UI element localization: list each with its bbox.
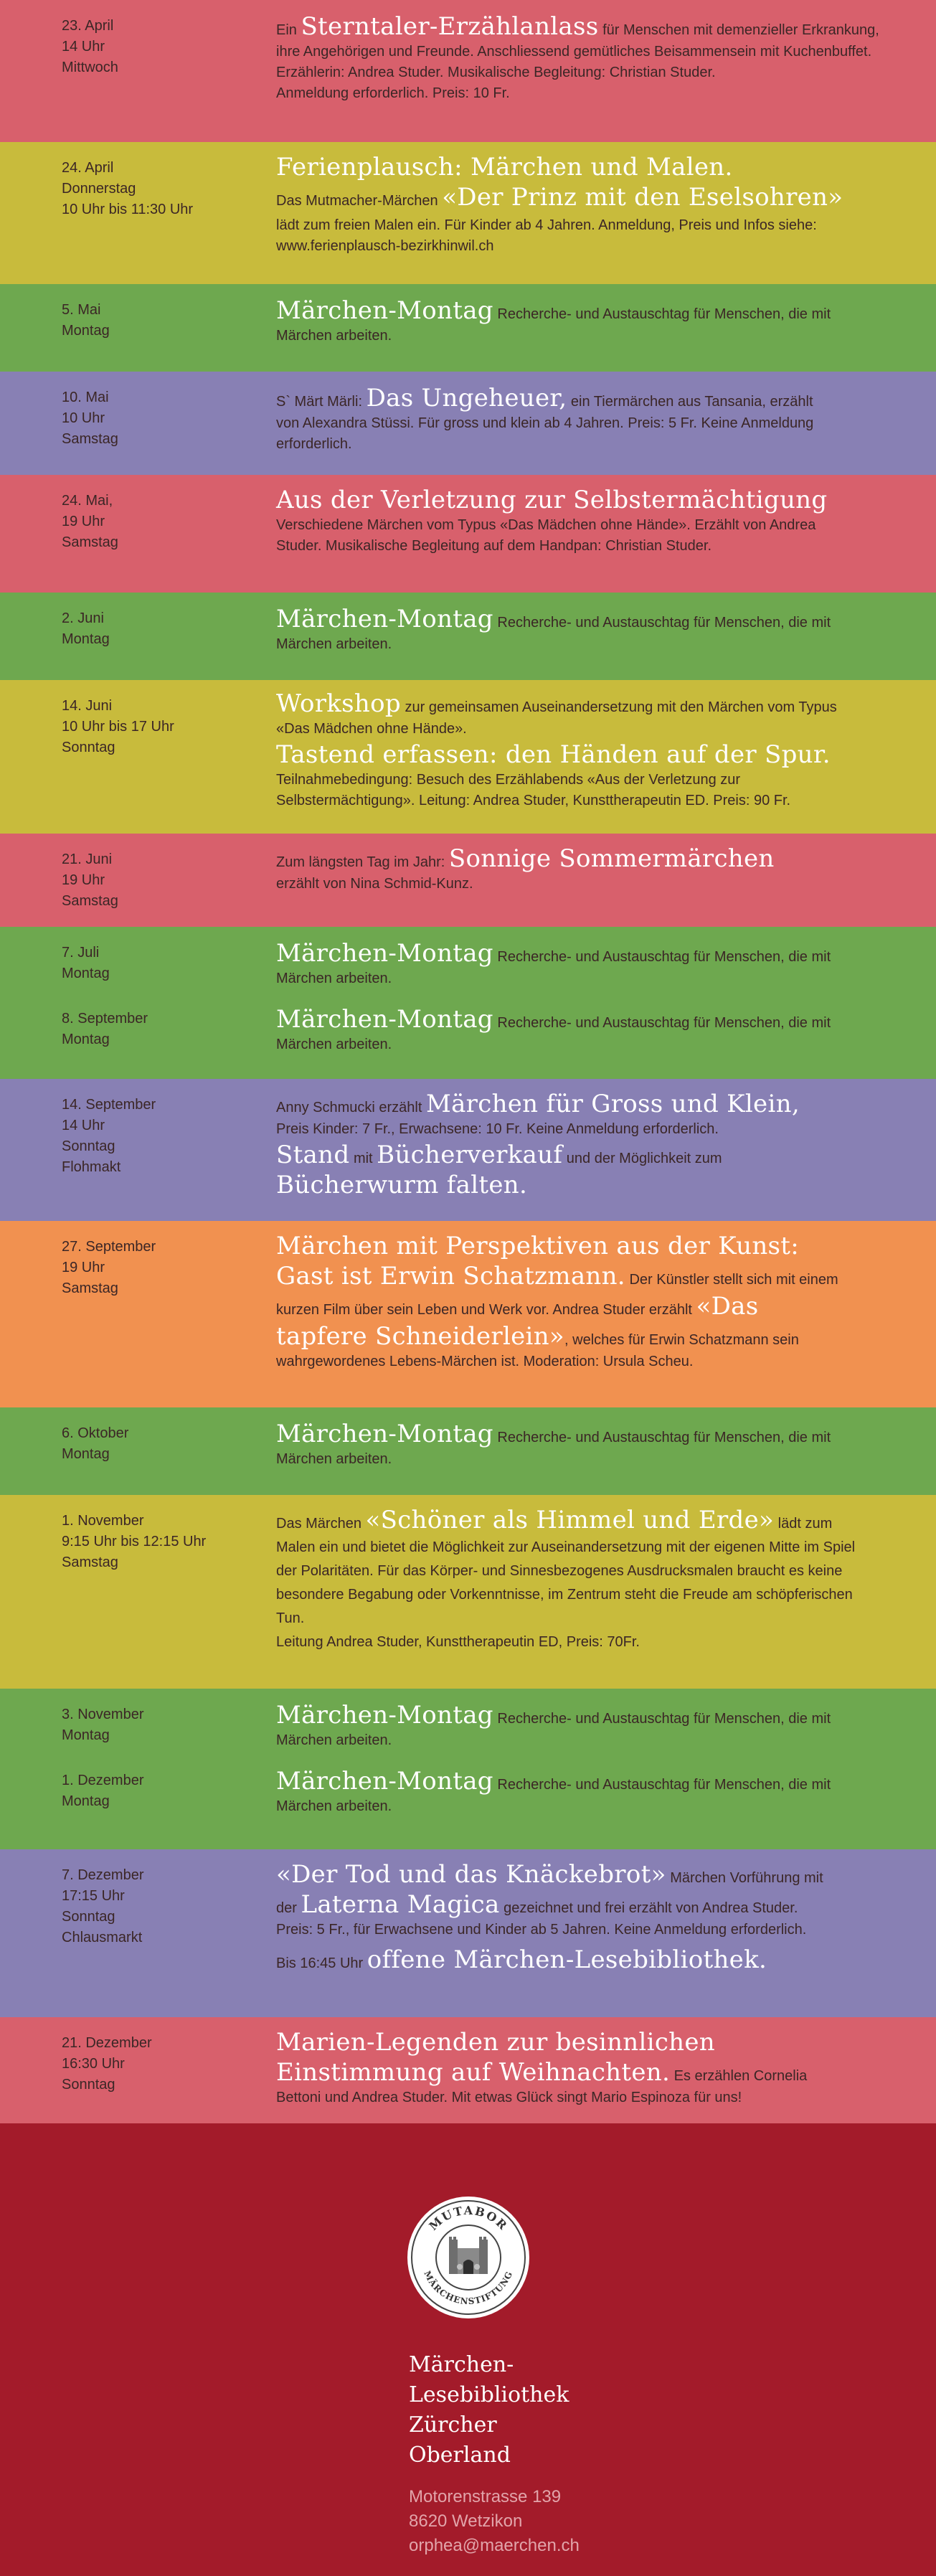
date-line: Sonntag <box>62 740 115 755</box>
event-date <box>62 943 110 984</box>
date-line: Sonntag <box>62 2077 115 2093</box>
event-band <box>0 680 936 834</box>
event-title: Bücherwurm falten. <box>276 1171 528 1199</box>
date-line: 8. September <box>62 1011 148 1027</box>
date-line: 24. April <box>62 160 114 176</box>
event-text: Recherche- und Austauschtag für Menschen, die mit Märchen arbeiten. <box>276 1711 831 1748</box>
event-text: Es erzählen Cornelia Bettoni und Andrea Studer. Mit etwas Glück singt Mario Espinoza für uns! <box>276 2068 808 2105</box>
email-link[interactable]: orphea@maerchen.ch <box>409 2536 580 2555</box>
event-content <box>276 1004 836 1055</box>
date-line: 19 Uhr <box>62 1260 105 1275</box>
event-content <box>276 1231 843 1372</box>
event-title: Ferienplausch: Märchen und Malen. <box>276 153 733 181</box>
event-text: und der Möglichkeit zum <box>562 1151 722 1166</box>
event-band <box>0 834 936 927</box>
event-band <box>0 0 936 142</box>
event-text: Recherche- und Austauschtag für Menschen, die mit Märchen arbeiten. <box>276 949 831 986</box>
event-content <box>276 2027 821 2108</box>
event-title: Tastend erfassen: den Händen auf der Spur. <box>276 740 831 769</box>
event-band <box>0 372 936 475</box>
event-title: «Das tapfere Schneiderlein» <box>276 1292 759 1351</box>
date-line: Samstag <box>62 534 118 550</box>
event-text: Teilnahmebedingung: Besuch des Erzählabends «Aus der Verletzung zur Selbstermächtigung». Leitung: Andrea Studer, Kunsttherapeutin ED. Preis: 90 Fr. <box>276 772 791 808</box>
event-text: lädt zum Malen ein und bietet die Möglichkeit zur Auseinandersetzung mit der eigenen Mitte im Spiel der Polaritäten. Für das Körper- und Sinnesbezogenes Ausdrucksmalen braucht es keine besondere Begabung oder Vorkenntnisse, im Zentrum steht die Freude am schöpferischen Tun. <box>276 1516 856 1626</box>
event-band <box>0 2017 936 2123</box>
event-text: Leitung Andrea Studer, Kunsttherapeutin ED, Preis: 70Fr. <box>276 1634 640 1650</box>
event-text: Anny Schmucki erzählt <box>276 1100 426 1115</box>
event-content <box>276 689 857 811</box>
date-line: 5. Mai <box>62 302 101 318</box>
event-date <box>62 849 118 912</box>
event-date <box>62 1423 128 1465</box>
event-text: Recherche- und Austauschtag für Menschen, die mit Märchen arbeiten. <box>276 1430 831 1467</box>
event-text: gezeichnet und frei erzählt von Andrea Studer. Preis: 5 Fr., für Erwachsene und Kinder ab 5 Jahren. Keine Anmeldung erforderlich. <box>276 1900 807 1938</box>
event-text: Zum längsten Tag im Jahr: <box>276 854 449 870</box>
event-band <box>0 1407 936 1495</box>
event-text: Erzählerin: Andrea Studer. Musikalische Begleitung: Christian Studer. <box>276 65 716 80</box>
event-content <box>276 1859 836 1975</box>
event-content <box>276 383 836 455</box>
date-line: 10. Mai <box>62 390 109 405</box>
event-text: zur gemeinsamen Auseinandersetzung mit den Märchen vom Typus «Das Mädchen ohne Hände». <box>276 699 837 737</box>
event-title: Stand <box>276 1141 350 1169</box>
event-content <box>276 296 836 346</box>
event-content <box>276 844 886 895</box>
event-title: Laterna Magica <box>301 1890 500 1919</box>
event-band <box>0 475 936 593</box>
event-date <box>62 2033 152 2095</box>
address-city: 8620 Wetzikon <box>409 2511 523 2531</box>
event-title: Sterntaler-Erzählanlass <box>301 12 599 41</box>
event-band <box>0 142 936 284</box>
event-content <box>276 1089 836 1200</box>
event-title: Aus der Verletzung zur Selbstermächtigung <box>276 486 828 514</box>
address <box>409 2485 580 2558</box>
date-line: 21. Dezember <box>62 2035 152 2051</box>
event-title: «Der Prinz mit den Eselsohren» <box>442 183 843 212</box>
event-content <box>276 938 836 989</box>
event-text: S` Märt Märli: <box>276 394 367 410</box>
date-line: 7. Dezember <box>62 1867 144 1883</box>
event-title: Gast ist Erwin Schatzmann. <box>276 1262 625 1291</box>
date-line: 10 Uhr <box>62 410 105 426</box>
library-name-line: Märchen- <box>409 2352 514 2377</box>
event-title: Märchen für Gross und Klein, <box>425 1090 800 1118</box>
event-content <box>276 604 836 655</box>
logo-text-bottom: MÄRCHENSTIFTUNG <box>422 2269 515 2307</box>
date-line: 9:15 Uhr bis 12:15 Uhr <box>62 1534 207 1549</box>
event-content <box>276 1700 836 1751</box>
event-content <box>276 1505 864 1654</box>
date-line: 7. Juli <box>62 945 100 961</box>
event-title: Märchen-Montag <box>276 296 493 325</box>
event-title: «Schöner als Himmel und Erde» <box>365 1506 775 1534</box>
date-line: Montag <box>62 1446 110 1462</box>
event-date <box>62 1511 206 1573</box>
date-line: Samstag <box>62 893 118 909</box>
date-line: 6. Oktober <box>62 1425 129 1441</box>
event-date <box>62 1237 156 1299</box>
date-line: 1. November <box>62 1513 144 1529</box>
date-line: Montag <box>62 1727 110 1743</box>
date-line: Montag <box>62 966 110 981</box>
date-line: 17:15 Uhr <box>62 1888 125 1904</box>
date-line: 2. Juni <box>62 610 104 626</box>
event-band <box>0 593 936 680</box>
date-line: 23. April <box>62 18 114 34</box>
event-band <box>0 927 936 1079</box>
event-text: Recherche- und Austauschtag für Menschen, die mit Märchen arbeiten. <box>276 1777 831 1814</box>
date-line: 1. Dezember <box>62 1773 144 1788</box>
event-text: für Menschen mit demenzieller Erkrankung, ihre Angehörigen und Freunde. Anschliessend gemütliches Beisammensein mit Kuchenbuffet. <box>276 22 879 60</box>
date-line: 24. Mai, <box>62 493 113 509</box>
event-title: Märchen-Montag <box>276 1005 493 1034</box>
event-text: Anmeldung erforderlich. Preis: 10 Fr. <box>276 85 510 101</box>
event-title: offene Märchen-Lesebibliothek. <box>367 1945 767 1974</box>
date-line: Montag <box>62 1032 110 1047</box>
event-date <box>62 696 174 758</box>
date-line: 14. Juni <box>62 698 113 714</box>
date-line: Flohmakt <box>62 1159 121 1175</box>
event-title: Märchen mit Perspektiven aus der Kunst: <box>276 1232 800 1260</box>
event-text: Bis 16:45 Uhr <box>276 1955 367 1971</box>
date-line: Samstag <box>62 1280 118 1296</box>
event-title: Märchen-Montag <box>276 939 493 968</box>
event-text: , welches für Erwin Schatzmann sein wahrgewordenes Lebens-Märchen ist. Moderation: Ursula Scheu. <box>276 1332 799 1369</box>
event-title: Das Ungeheuer, <box>366 384 567 412</box>
date-line: Montag <box>62 1793 110 1809</box>
event-text: Recherche- und Austauschtag für Menschen, die mit Märchen arbeiten. <box>276 306 831 344</box>
event-title: Marien-Legenden zur besinnlichen Einstimmung auf Weihnachten. <box>276 2028 715 2087</box>
event-text: Das Mutmacher-Märchen <box>276 193 443 209</box>
event-title: Sonnige Sommermärchen <box>448 844 775 873</box>
event-content <box>276 485 836 557</box>
date-line: Samstag <box>62 1554 118 1570</box>
event-date <box>62 387 118 450</box>
event-date <box>62 608 110 650</box>
date-line: 14 Uhr <box>62 1118 105 1133</box>
date-line: Montag <box>62 323 110 339</box>
event-band <box>0 1495 936 1689</box>
event-title: Märchen-Montag <box>276 1701 493 1730</box>
event-text: Ein <box>276 22 301 38</box>
library-name-line: Zürcher <box>409 2412 497 2438</box>
library-info <box>409 2350 580 2558</box>
event-date <box>62 1095 156 1178</box>
event-text: Märchen Vorführung mit der <box>276 1870 823 1916</box>
date-line: Sonntag <box>62 1138 115 1154</box>
event-band <box>0 284 936 372</box>
date-line: 14. September <box>62 1097 156 1113</box>
event-date <box>62 1770 144 1812</box>
date-line: Montag <box>62 631 110 647</box>
event-text: Der Künstler stellt sich mit einem kurzen Film über sein Leben und Werk vor. Andrea Studer erzählt <box>276 1272 838 1318</box>
date-line: 19 Uhr <box>62 514 105 529</box>
event-text: Preis Kinder: 7 Fr., Erwachsene: 10 Fr. Keine Anmeldung erforderlich. <box>276 1121 719 1137</box>
event-date <box>62 158 193 220</box>
event-content <box>276 152 886 257</box>
event-date <box>62 491 118 553</box>
event-text: Recherche- und Austauschtag für Menschen, die mit Märchen arbeiten. <box>276 1015 831 1052</box>
mutabor-logo <box>406 2195 531 2320</box>
library-name-line: Lesebibliothek <box>409 2382 569 2407</box>
date-line: Donnerstag <box>62 181 136 197</box>
event-title: Workshop <box>276 689 401 718</box>
event-band <box>0 1849 936 2017</box>
date-line: 16:30 Uhr <box>62 2056 125 2072</box>
event-band <box>0 1221 936 1407</box>
event-text: Recherche- und Austauschtag für Menschen, die mit Märchen arbeiten. <box>276 615 831 652</box>
date-line: 19 Uhr <box>62 872 105 888</box>
event-band <box>0 1079 936 1221</box>
event-title: Märchen-Montag <box>276 1420 493 1448</box>
date-line: 3. November <box>62 1707 144 1722</box>
event-title: Märchen-Montag <box>276 605 493 633</box>
date-line: 10 Uhr bis 17 Uhr <box>62 719 174 735</box>
event-date <box>62 1009 148 1050</box>
event-title: Bücherverkauf <box>377 1141 563 1169</box>
event-date <box>62 16 118 78</box>
date-line: Samstag <box>62 431 118 447</box>
event-content <box>276 1419 836 1470</box>
event-text: Das Märchen <box>276 1516 366 1532</box>
event-date <box>62 1865 144 1948</box>
date-line: Mittwoch <box>62 60 118 75</box>
logo-text-top: MUTABOR <box>426 2203 511 2234</box>
event-title: Märchen-Montag <box>276 1767 493 1796</box>
event-text: mit <box>349 1151 377 1166</box>
date-line: 14 Uhr <box>62 39 105 55</box>
event-text: lädt zum freien Malen ein. Für Kinder ab 4 Jahren. Anmeldung, Preis und Infos siehe: www.ferienplausch-bezirkhinwil.ch <box>276 217 817 254</box>
event-date <box>62 1704 144 1746</box>
footer <box>0 2123 936 2576</box>
event-title: «Der Tod und das Knäckebrot» <box>276 1860 666 1889</box>
event-content <box>276 1766 836 1817</box>
event-text: ein Tiermärchen aus Tansania, erzählt von Alexandra Stüssi. Für gross und klein ab 4 Jahren. Preis: 5 Fr. Keine Anmeldung erforderlich. <box>276 394 814 452</box>
event-text: erzählt von Nina Schmid-Kunz. <box>276 876 473 892</box>
library-name-line: Oberland <box>409 2443 511 2468</box>
date-line: Sonntag <box>62 1909 115 1925</box>
date-line: 21. Juni <box>62 851 113 867</box>
date-line: 10 Uhr bis 11:30 Uhr <box>62 202 194 217</box>
address-street: Motorenstrasse 139 <box>409 2487 562 2506</box>
event-band <box>0 1689 936 1849</box>
event-text: Verschiedene Märchen vom Typus «Das Mädchen ohne Hände». Erzählt von Andrea Studer. Musikalische Begleitung auf dem Handpan: Christian Studer. <box>276 517 816 554</box>
date-line: Chlausmarkt <box>62 1930 143 1945</box>
date-line: 27. September <box>62 1239 156 1255</box>
event-date <box>62 300 110 341</box>
event-content <box>276 11 886 104</box>
